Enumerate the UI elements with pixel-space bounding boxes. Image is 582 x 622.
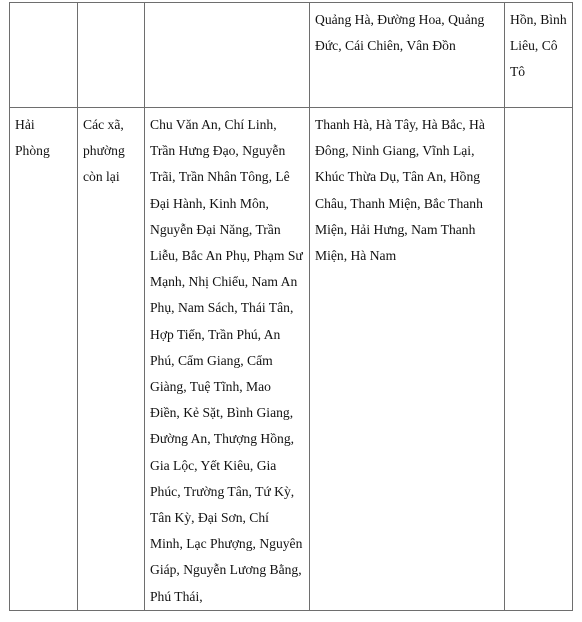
ward-list-cell [145, 108, 310, 611]
table-cell [505, 108, 573, 611]
table-cell [10, 3, 78, 108]
unit-type-cell [78, 108, 145, 611]
province-name: Hải Phòng [15, 117, 50, 159]
province-cell [10, 108, 78, 611]
cell-text: Hồn, Bình Liêu, Cô Tô [510, 12, 567, 80]
ward-list-text: Thanh Hà, Hà Tây, Hà Bắc, Hà Đông, Ninh Giang, Vĩnh Lại, Khúc Thừa Dụ, Tân An, Hồng Châu, Thanh Miện, Bắc Thanh Miện, Hải Hưng, Nam Thanh Miện, Hà Nam [315, 117, 485, 264]
administrative-units-table [9, 2, 573, 611]
table-cell [310, 3, 505, 108]
cell-text: Quảng Hà, Đường Hoa, Quảng Đức, Cái Chiên, Vân Đồn [315, 12, 485, 54]
table-cell [145, 3, 310, 108]
ward-list-text: Chu Văn An, Chí Linh, Trần Hưng Đạo, Nguyễn Trãi, Trần Nhân Tông, Lê Đại Hành, Kinh Môn, Nguyễn Đại Năng, Trần Liễu, Bắc An Phụ, Phạm Sư Mạnh, Nhị Chiểu, Nam An Phụ, Nam Sách, Thái Tân, Hợp Tiến, Trần Phú, An Phú, Cẩm Giang, Cẩm Giàng, Tuệ Tĩnh, Mao Điền, Kẻ Sặt, Bình Giang, Đường An, Thượng Hồng, Gia Lộc, Yết Kiêu, Gia Phúc, Trường Tân, Tứ Kỳ, Tân Kỳ, Đại Sơn, Chí Minh, Lạc Phượng, Nguyên Giáp, Nguyễn Lương Bằng, Phú Thái, [150, 117, 303, 604]
table-row [10, 3, 573, 108]
table-row [10, 108, 573, 611]
table-cell [78, 3, 145, 108]
unit-type-text: Các xã, phường còn lại [83, 117, 125, 185]
table-cell [505, 3, 573, 108]
ward-list-cell [310, 108, 505, 611]
